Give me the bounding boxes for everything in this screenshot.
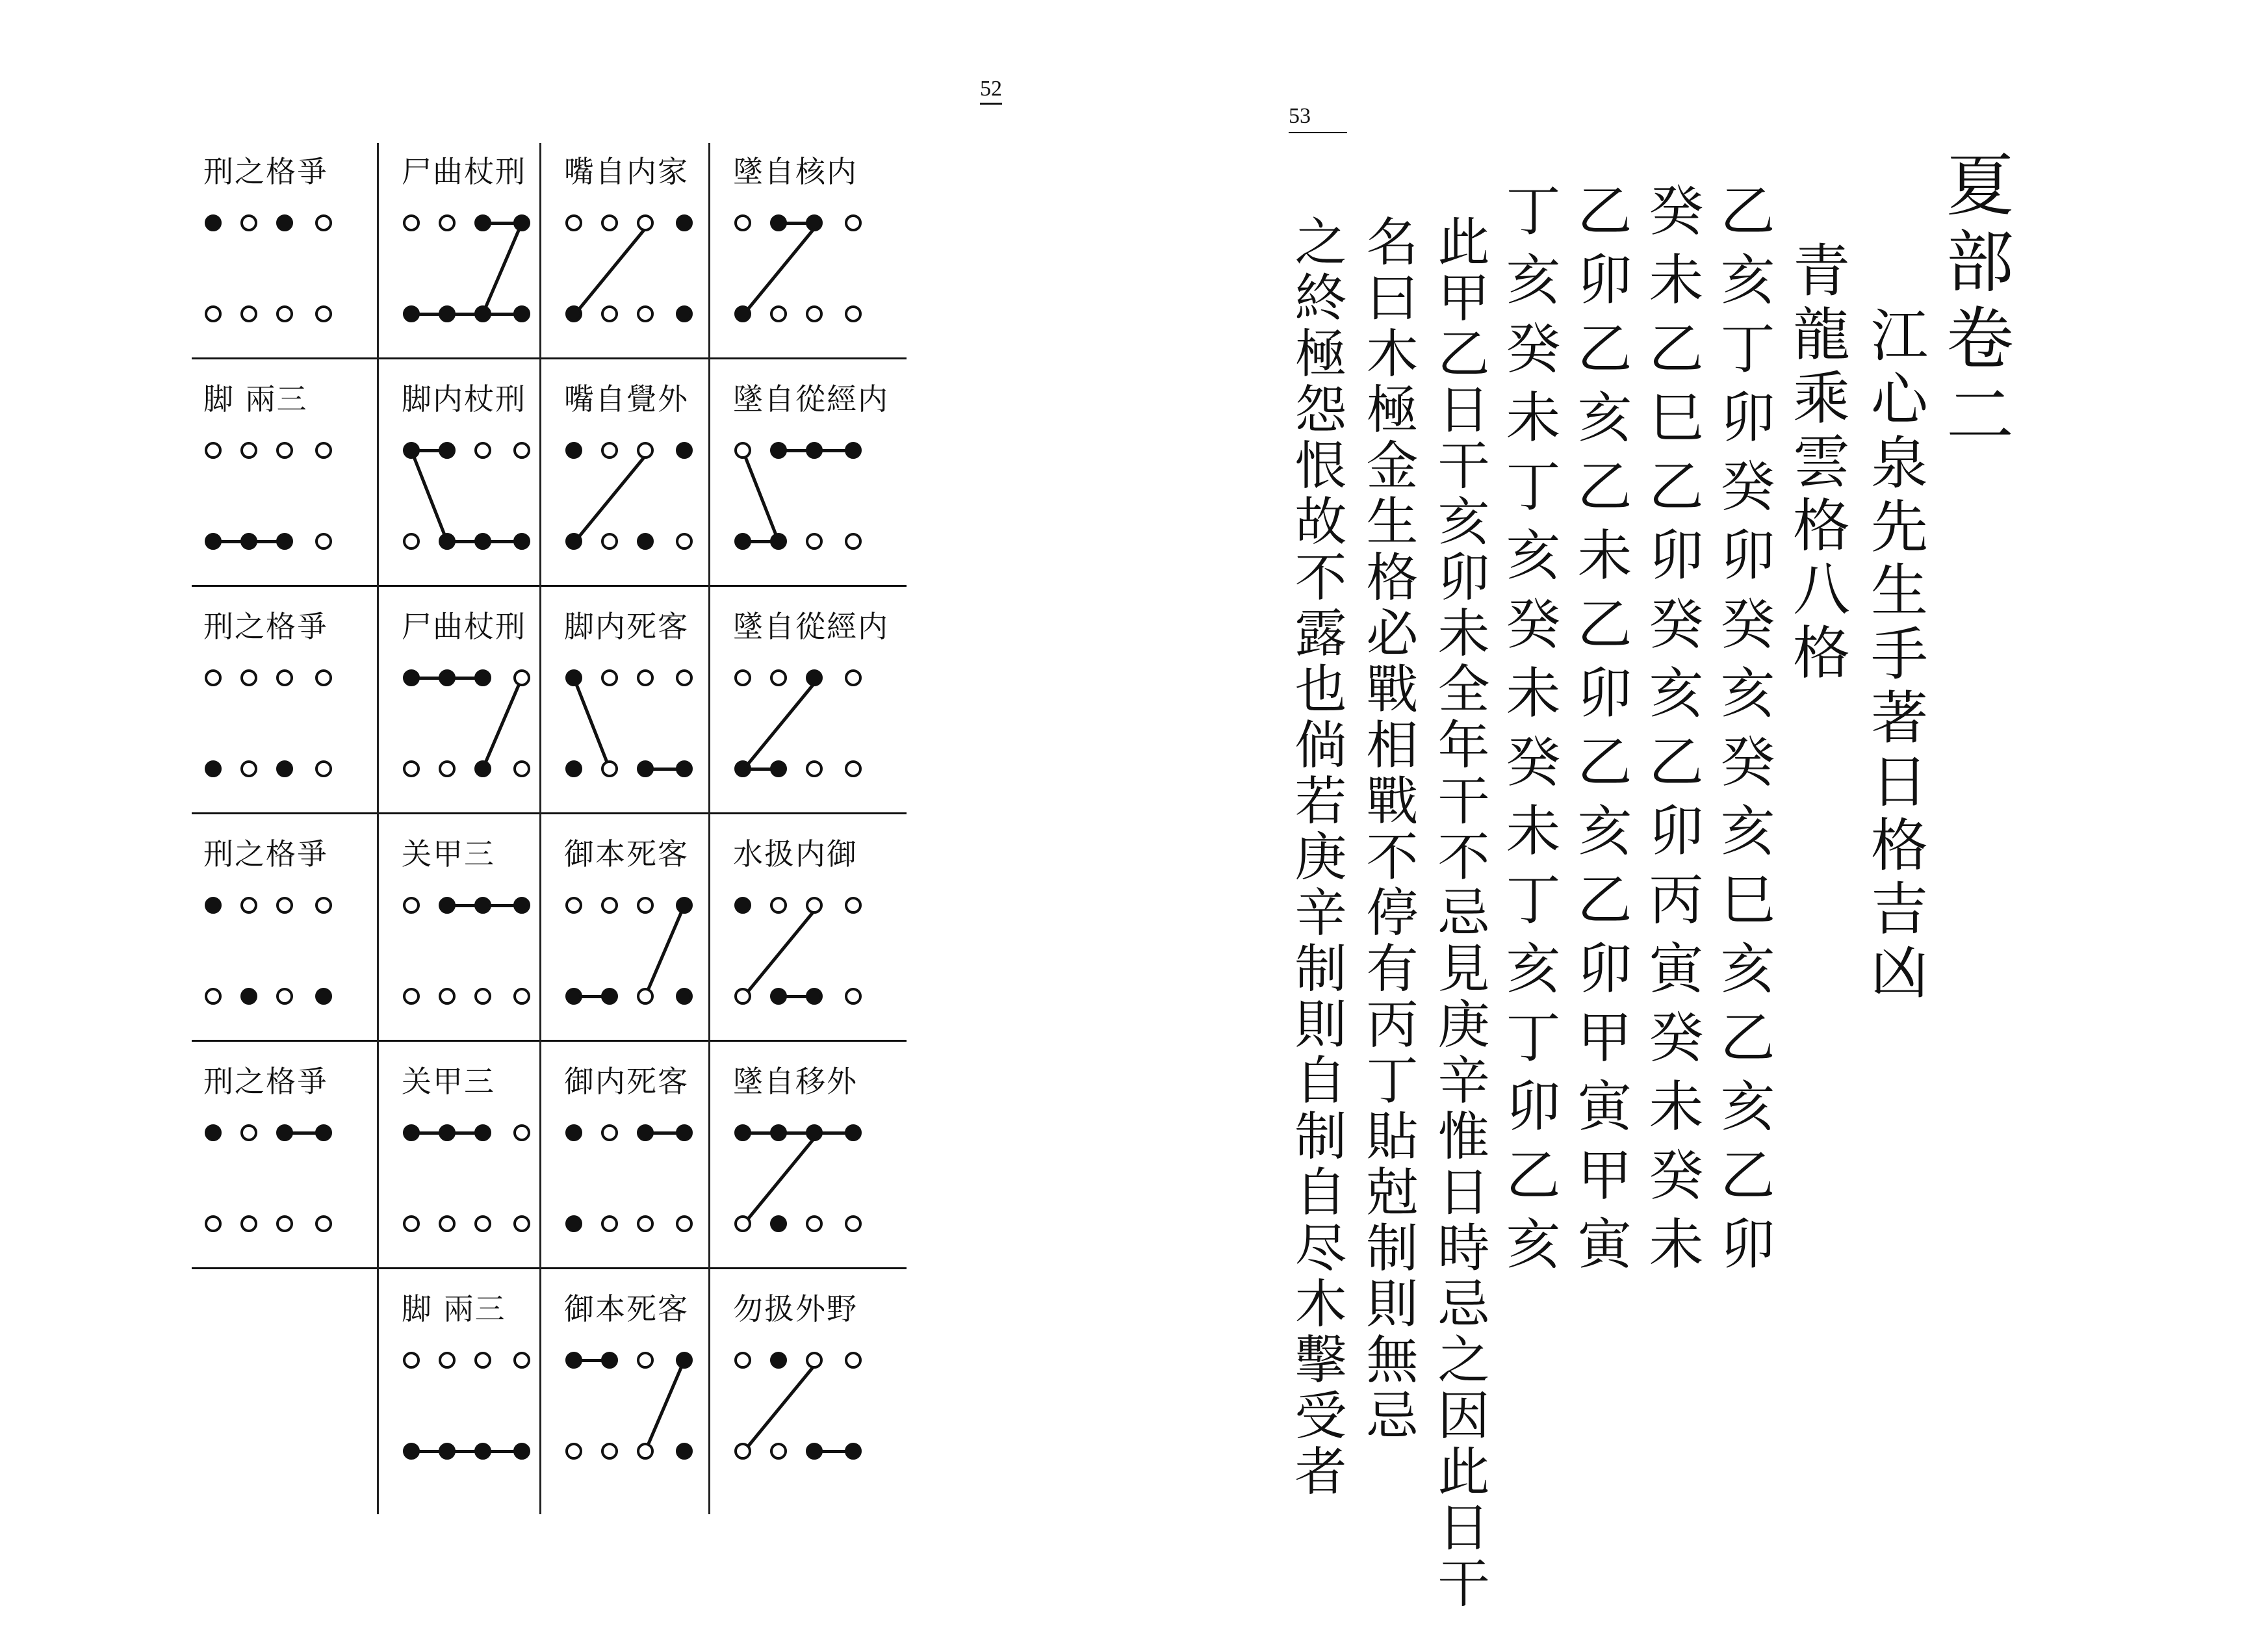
top-row-filled-dot	[676, 1124, 693, 1141]
bottom-row-filled-dot	[513, 1443, 530, 1460]
top-row-empty-dot	[637, 897, 654, 914]
commentary-column-2: 名曰木極金生格必戰相戰不停有丙丁貼尅制則無忌	[1358, 214, 1418, 1444]
bottom-row-filled-dot	[513, 305, 530, 322]
top-row-empty-dot	[315, 669, 332, 686]
top-row-filled-dot	[565, 442, 582, 459]
bottom-row-empty-dot	[734, 988, 751, 1005]
bottom-row-empty-dot	[205, 1215, 222, 1232]
top-row-empty-dot	[845, 1352, 862, 1369]
bottom-row-filled-dot	[770, 1215, 787, 1232]
diagram-cell-title: 脚内死客	[564, 609, 689, 644]
connector-line	[483, 223, 522, 314]
top-row-filled-dot	[513, 897, 530, 914]
bottom-row-filled-dot	[806, 988, 823, 1005]
top-row-empty-dot	[637, 1352, 654, 1369]
top-row-empty-dot	[240, 442, 257, 459]
top-row-filled-dot	[676, 442, 693, 459]
bottom-row-empty-dot	[315, 533, 332, 550]
top-row-filled-dot	[403, 442, 420, 459]
connector-line	[645, 1360, 684, 1451]
bottom-row-empty-dot	[240, 305, 257, 322]
bottom-row-filled-dot	[770, 533, 787, 550]
bottom-row-filled-dot	[315, 988, 332, 1005]
bottom-row-empty-dot	[601, 760, 618, 777]
bottom-row-empty-dot	[676, 533, 693, 550]
bottom-row-empty-dot	[601, 1215, 618, 1232]
top-row-filled-dot	[403, 1124, 420, 1141]
top-row-filled-dot	[474, 897, 491, 914]
top-row-filled-dot	[806, 1124, 823, 1141]
top-row-empty-dot	[403, 897, 420, 914]
top-row-empty-dot	[240, 669, 257, 686]
bottom-row-empty-dot	[513, 988, 530, 1005]
top-row-filled-dot	[845, 442, 862, 459]
author-line: 江心泉先生手著日格吉凶	[1862, 305, 1929, 1006]
top-row-empty-dot	[676, 669, 693, 686]
diagram-cell	[721, 825, 894, 1053]
top-row-filled-dot	[676, 1352, 693, 1369]
bottom-row-empty-dot	[806, 305, 823, 322]
bottom-row-filled-dot	[565, 1215, 582, 1232]
top-row-filled-dot	[676, 214, 693, 231]
diagram-cell	[721, 370, 894, 598]
bottom-row-empty-dot	[806, 1215, 823, 1232]
diagram-cell	[552, 370, 725, 598]
diagram-cell-title: 刑之格爭	[203, 836, 328, 871]
top-row-filled-dot	[205, 897, 222, 914]
diagram-cell	[552, 143, 725, 370]
top-row-filled-dot	[806, 669, 823, 686]
top-row-empty-dot	[770, 669, 787, 686]
bottom-row-empty-dot	[315, 305, 332, 322]
bottom-row-empty-dot	[439, 988, 456, 1005]
bottom-row-filled-dot	[439, 305, 456, 322]
bottom-row-filled-dot	[676, 988, 693, 1005]
diagram-cell-title: 脚 兩三	[402, 1291, 506, 1326]
top-row-filled-dot	[770, 1352, 787, 1369]
diagram-cell	[390, 143, 562, 370]
top-row-empty-dot	[806, 1352, 823, 1369]
bottom-row-empty-dot	[676, 1215, 693, 1232]
diagram-cell-title: 墜自核内	[733, 154, 858, 189]
connector-line	[575, 450, 650, 541]
diagram-cell	[721, 1053, 894, 1280]
bottom-row-filled-dot	[565, 760, 582, 777]
bottom-row-empty-dot	[439, 760, 456, 777]
section-title: 青龍乘雲格八格	[1784, 240, 1851, 686]
bottom-row-filled-dot	[734, 533, 751, 550]
bottom-row-empty-dot	[205, 988, 222, 1005]
diagram-cell-title: 墜自從經内	[733, 609, 889, 644]
bottom-row-empty-dot	[240, 1215, 257, 1232]
bottom-row-empty-dot	[734, 1215, 751, 1232]
diagram-cell	[721, 143, 894, 370]
top-row-filled-dot	[845, 1124, 862, 1141]
diagram-cell	[192, 370, 364, 598]
top-row-empty-dot	[439, 214, 456, 231]
ganzhi-column-4: 丁亥癸未丁亥癸未癸未丁亥丁卯乙亥	[1497, 182, 1561, 1284]
bottom-row-empty-dot	[276, 305, 293, 322]
diagram-cell-title: 刑之格爭	[203, 154, 328, 189]
bottom-row-empty-dot	[403, 1215, 420, 1232]
diagram-cell	[721, 598, 894, 825]
top-row-filled-dot	[439, 442, 456, 459]
bottom-row-filled-dot	[637, 533, 654, 550]
top-row-empty-dot	[276, 442, 293, 459]
top-row-empty-dot	[601, 442, 618, 459]
bottom-row-filled-dot	[845, 1443, 862, 1460]
top-row-filled-dot	[806, 442, 823, 459]
ganzhi-column-3: 乙卯乙亥乙未乙卯乙亥乙卯甲寅甲寅	[1569, 182, 1632, 1284]
bottom-row-empty-dot	[845, 760, 862, 777]
top-row-empty-dot	[734, 214, 751, 231]
bottom-row-filled-dot	[439, 1443, 456, 1460]
bottom-row-filled-dot	[565, 988, 582, 1005]
bottom-row-filled-dot	[734, 305, 751, 322]
bottom-row-empty-dot	[513, 1215, 530, 1232]
top-row-empty-dot	[513, 669, 530, 686]
bottom-row-empty-dot	[601, 1443, 618, 1460]
bottom-row-empty-dot	[845, 533, 862, 550]
bottom-row-empty-dot	[315, 760, 332, 777]
bottom-row-filled-dot	[770, 760, 787, 777]
commentary-column-1: 此甲乙日干亥卯未全年干不忌見庚辛惟日時忌之因此日干	[1429, 214, 1489, 1612]
diagram-cell	[192, 825, 364, 1053]
top-row-empty-dot	[806, 897, 823, 914]
page-number-right: 53	[1289, 104, 1311, 128]
bottom-row-empty-dot	[240, 760, 257, 777]
top-row-filled-dot	[205, 214, 222, 231]
diagram-cell-title: 尸曲杖刑	[402, 154, 526, 189]
diagram-cell	[390, 1053, 562, 1280]
diagram-cell-title: 嘴自覺外	[564, 381, 689, 417]
bottom-row-empty-dot	[403, 760, 420, 777]
top-row-filled-dot	[806, 214, 823, 231]
bottom-row-empty-dot	[403, 988, 420, 1005]
bottom-row-empty-dot	[734, 1443, 751, 1460]
bottom-row-filled-dot	[474, 305, 491, 322]
diagram-cell-title: 脚内杖刑	[402, 381, 526, 417]
top-row-filled-dot	[565, 669, 582, 686]
top-row-empty-dot	[637, 669, 654, 686]
top-row-empty-dot	[845, 214, 862, 231]
bottom-row-empty-dot	[770, 1443, 787, 1460]
diagram-cell	[552, 598, 725, 825]
diagram-cell	[192, 1280, 364, 1508]
top-row-empty-dot	[770, 897, 787, 914]
page-number-left: 52	[980, 77, 1002, 105]
diagram-cell	[552, 1053, 725, 1280]
diagram-cell	[390, 370, 562, 598]
top-row-filled-dot	[770, 214, 787, 231]
top-row-empty-dot	[276, 897, 293, 914]
bottom-row-filled-dot	[676, 760, 693, 777]
diagram-cell	[192, 598, 364, 825]
bottom-row-empty-dot	[565, 1443, 582, 1460]
bottom-row-empty-dot	[845, 988, 862, 1005]
right-page	[1133, 0, 2266, 1652]
bottom-row-filled-dot	[205, 533, 222, 550]
bottom-row-empty-dot	[205, 305, 222, 322]
diagram-cell-title: 墜自從經内	[733, 381, 889, 417]
top-row-empty-dot	[205, 669, 222, 686]
diagram-cell-title: 关甲三	[402, 1064, 495, 1099]
connector-line	[411, 450, 447, 541]
top-row-filled-dot	[403, 669, 420, 686]
connector-line	[483, 678, 522, 769]
bottom-row-empty-dot	[601, 533, 618, 550]
page-number-rule	[1289, 132, 1347, 133]
top-row-filled-dot	[439, 897, 456, 914]
top-row-empty-dot	[565, 897, 582, 914]
diagram-cell	[390, 1280, 562, 1508]
diagram-cell-title: 御本死客	[564, 836, 689, 871]
top-row-filled-dot	[513, 214, 530, 231]
bottom-row-filled-dot	[205, 760, 222, 777]
top-row-empty-dot	[403, 214, 420, 231]
top-row-filled-dot	[474, 214, 491, 231]
top-row-empty-dot	[276, 669, 293, 686]
bottom-row-empty-dot	[276, 988, 293, 1005]
top-row-empty-dot	[439, 1352, 456, 1369]
top-row-empty-dot	[565, 214, 582, 231]
top-row-filled-dot	[439, 1124, 456, 1141]
top-row-empty-dot	[601, 669, 618, 686]
diagram-cell-title: 御内死客	[564, 1064, 689, 1099]
bottom-row-empty-dot	[474, 988, 491, 1005]
bottom-row-filled-dot	[403, 1443, 420, 1460]
bottom-row-empty-dot	[806, 760, 823, 777]
top-row-empty-dot	[601, 214, 618, 231]
diagram-cell	[390, 825, 562, 1053]
bottom-row-empty-dot	[276, 1215, 293, 1232]
top-row-empty-dot	[513, 1124, 530, 1141]
diagram-cell-title: 关甲三	[402, 836, 495, 871]
connector-line	[574, 678, 610, 769]
top-row-empty-dot	[734, 442, 751, 459]
bottom-row-empty-dot	[513, 760, 530, 777]
bottom-row-empty-dot	[770, 305, 787, 322]
bottom-row-empty-dot	[439, 1215, 456, 1232]
bottom-row-filled-dot	[403, 305, 420, 322]
diagram-cell-title: 刑之格爭	[203, 609, 328, 644]
bottom-row-filled-dot	[565, 533, 582, 550]
top-row-filled-dot	[474, 1124, 491, 1141]
diagram-cell-title: 刑之格爭	[203, 1064, 328, 1099]
bottom-row-filled-dot	[565, 305, 582, 322]
top-row-empty-dot	[240, 214, 257, 231]
bottom-row-empty-dot	[315, 1215, 332, 1232]
bottom-row-filled-dot	[676, 305, 693, 322]
top-row-empty-dot	[403, 1352, 420, 1369]
connector-line	[744, 678, 819, 769]
diagram-cell	[192, 1053, 364, 1280]
top-row-empty-dot	[734, 669, 751, 686]
diagram-cell-title: 勿扱外野	[733, 1291, 858, 1326]
bottom-row-filled-dot	[734, 760, 751, 777]
connector-line	[743, 450, 779, 541]
bottom-row-filled-dot	[601, 988, 618, 1005]
diagram-cell-title: 墜自移外	[733, 1064, 858, 1099]
top-row-empty-dot	[601, 897, 618, 914]
top-row-empty-dot	[513, 442, 530, 459]
ganzhi-column-1: 乙亥丁卯癸卯癸亥癸亥巳亥乙亥乙卯	[1712, 182, 1775, 1284]
top-row-empty-dot	[637, 214, 654, 231]
bottom-row-filled-dot	[474, 533, 491, 550]
bottom-row-empty-dot	[474, 1215, 491, 1232]
diagram-cell	[552, 1280, 725, 1508]
bottom-row-filled-dot	[770, 988, 787, 1005]
top-row-empty-dot	[474, 1352, 491, 1369]
bottom-row-filled-dot	[513, 533, 530, 550]
top-row-filled-dot	[770, 1124, 787, 1141]
connector-line	[744, 1133, 819, 1224]
bottom-row-empty-dot	[403, 533, 420, 550]
top-row-empty-dot	[513, 1352, 530, 1369]
top-row-empty-dot	[601, 1124, 618, 1141]
top-row-filled-dot	[637, 1124, 654, 1141]
chapter-title: 夏部卷二	[1935, 149, 2014, 456]
bottom-row-empty-dot	[637, 1443, 654, 1460]
connector-line	[744, 1360, 819, 1451]
connector-line	[744, 905, 819, 996]
top-row-empty-dot	[205, 442, 222, 459]
bottom-row-filled-dot	[276, 760, 293, 777]
connector-line	[575, 223, 650, 314]
top-row-filled-dot	[276, 1124, 293, 1141]
top-row-empty-dot	[637, 442, 654, 459]
top-row-filled-dot	[734, 897, 751, 914]
top-row-empty-dot	[240, 1124, 257, 1141]
bottom-row-empty-dot	[845, 305, 862, 322]
bottom-row-empty-dot	[637, 1215, 654, 1232]
bottom-row-filled-dot	[676, 1443, 693, 1460]
top-row-filled-dot	[734, 1124, 751, 1141]
top-row-filled-dot	[770, 442, 787, 459]
bottom-row-filled-dot	[276, 533, 293, 550]
top-row-empty-dot	[240, 897, 257, 914]
top-row-empty-dot	[474, 442, 491, 459]
commentary-column-3: 之終極怨恨故不露也倘若庚辛制則自制自尽木擊受者	[1286, 214, 1346, 1500]
diagram-cell-title: 御本死客	[564, 1291, 689, 1326]
diagram-cell-title: 脚 兩三	[203, 381, 308, 417]
bottom-row-filled-dot	[439, 533, 456, 550]
diagram-cell	[390, 598, 562, 825]
bottom-row-empty-dot	[637, 305, 654, 322]
bottom-row-filled-dot	[637, 760, 654, 777]
top-row-filled-dot	[276, 214, 293, 231]
top-row-empty-dot	[845, 669, 862, 686]
top-row-filled-dot	[315, 1124, 332, 1141]
diagram-grid	[192, 143, 907, 1514]
top-row-filled-dot	[565, 1124, 582, 1141]
top-row-empty-dot	[315, 214, 332, 231]
top-row-filled-dot	[676, 897, 693, 914]
top-row-filled-dot	[439, 669, 456, 686]
bottom-row-empty-dot	[845, 1215, 862, 1232]
bottom-row-empty-dot	[806, 533, 823, 550]
bottom-row-filled-dot	[806, 1443, 823, 1460]
diagram-cell	[721, 1280, 894, 1508]
bottom-row-filled-dot	[240, 533, 257, 550]
bottom-row-filled-dot	[474, 760, 491, 777]
diagram-cell-title: 嘴自内家	[564, 154, 689, 189]
connector-line	[645, 905, 684, 996]
top-row-filled-dot	[474, 669, 491, 686]
top-row-empty-dot	[845, 897, 862, 914]
bottom-row-empty-dot	[601, 305, 618, 322]
connector-line	[744, 223, 819, 314]
ganzhi-column-2: 癸未乙巳乙卯癸亥乙卯丙寅癸未癸未	[1640, 182, 1704, 1284]
top-row-empty-dot	[315, 897, 332, 914]
top-row-empty-dot	[734, 1352, 751, 1369]
top-row-empty-dot	[315, 442, 332, 459]
diagram-cell	[552, 825, 725, 1053]
diagram-cell	[192, 143, 364, 370]
diagram-cell-title: 尸曲杖刑	[402, 609, 526, 644]
top-row-filled-dot	[601, 1352, 618, 1369]
bottom-row-filled-dot	[240, 988, 257, 1005]
diagram-cell-title: 水扱内御	[733, 836, 858, 871]
top-row-filled-dot	[565, 1352, 582, 1369]
grid-column-rule	[377, 143, 379, 1514]
top-row-filled-dot	[205, 1124, 222, 1141]
bottom-row-empty-dot	[637, 988, 654, 1005]
bottom-row-filled-dot	[474, 1443, 491, 1460]
